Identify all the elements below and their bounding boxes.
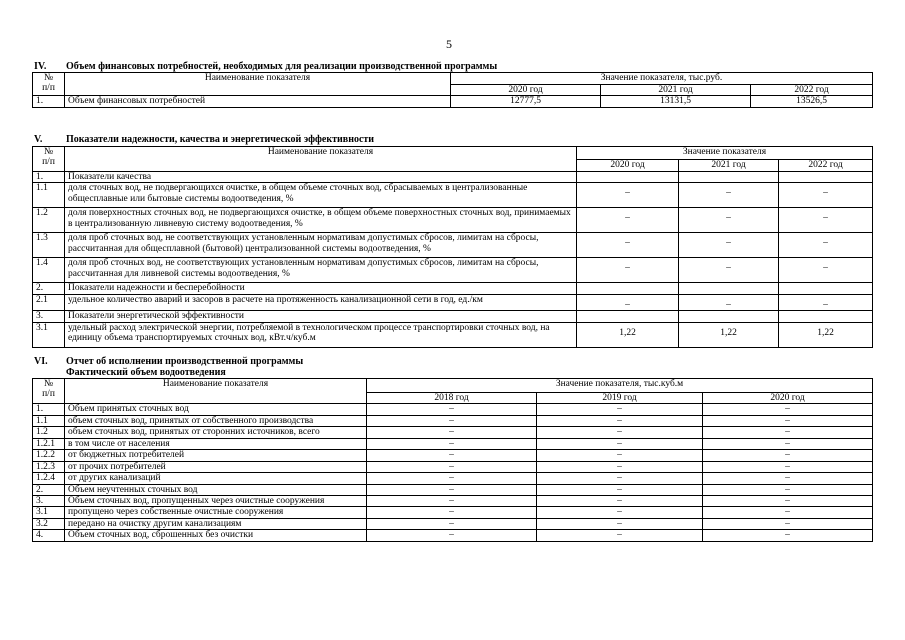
indicator-value: – xyxy=(779,183,873,208)
year-header: 2019 год xyxy=(537,393,703,404)
table-row xyxy=(33,518,873,529)
indicator-value: – xyxy=(703,415,873,426)
section-vi-heading xyxy=(34,356,303,367)
indicator-value: – xyxy=(703,404,873,415)
indicator-value: – xyxy=(537,415,703,426)
table-row xyxy=(33,438,873,449)
section-vi-subtitle: Фактический объем водоотведения xyxy=(66,367,226,378)
row-number: 3.1 xyxy=(33,507,65,518)
table-row xyxy=(33,427,873,438)
table-row xyxy=(33,322,873,347)
indicator-value: – xyxy=(367,484,537,495)
table-row xyxy=(33,172,873,183)
indicator-value: – xyxy=(703,461,873,472)
page-number: 5 xyxy=(446,37,452,51)
indicator-value: – xyxy=(367,450,537,461)
table-row xyxy=(33,507,873,518)
indicator-value: – xyxy=(703,450,873,461)
table-row xyxy=(33,415,873,426)
indicator-value: – xyxy=(703,438,873,449)
row-number: 2.1 xyxy=(33,294,65,310)
indicator-value: 13131,5 xyxy=(601,96,751,107)
row-number: 1. xyxy=(33,404,65,415)
indicator-value: – xyxy=(679,258,779,283)
section-iv-heading xyxy=(34,61,497,72)
financial-needs-table xyxy=(32,72,873,108)
table-row xyxy=(33,461,873,472)
row-number: 3. xyxy=(33,311,65,322)
indicator-value: – xyxy=(703,507,873,518)
table-row xyxy=(33,484,873,495)
year-header: 2020 год xyxy=(577,160,679,172)
year-header: 2020 год xyxy=(451,85,601,96)
table-row xyxy=(33,404,873,415)
indicator-name: пропущено через собственные очистные сооружения xyxy=(65,507,367,518)
indicator-value: – xyxy=(703,518,873,529)
indicator-name: доля поверхностных сточных вод, не подвергающихся очистке, в общем объеме поверхностных сточных вод, принимаемых в централизованную ливневую систему водоотведения, % xyxy=(65,208,577,233)
indicator-value: – xyxy=(679,233,779,258)
row-number: 1.2.4 xyxy=(33,473,65,484)
table-row xyxy=(33,96,873,107)
indicator-name: Показатели энергетической эффективности xyxy=(65,311,577,322)
table-row xyxy=(33,495,873,506)
wastewater-volume-table xyxy=(32,378,873,542)
indicator-value xyxy=(679,172,779,183)
indicator-value: – xyxy=(367,404,537,415)
indicator-value xyxy=(779,311,873,322)
indicator-value: – xyxy=(367,461,537,472)
indicator-value: – xyxy=(537,530,703,541)
row-number: 3.2 xyxy=(33,518,65,529)
row-number: 1.1 xyxy=(33,183,65,208)
row-number: 1.2.1 xyxy=(33,438,65,449)
indicator-value xyxy=(779,283,873,294)
indicator-name: удельное количество аварий и засоров в расчете на протяженность канализационной сети в год, ед./км xyxy=(65,294,577,310)
section-v-title: Показатели надежности, качества и энергетической эффективности xyxy=(66,134,375,145)
indicator-name: Объем сточных вод, сброшенных без очистки xyxy=(65,530,367,541)
indicator-value: 1,22 xyxy=(679,322,779,347)
indicator-name: от бюджетных потребителей xyxy=(65,450,367,461)
row-number: 4. xyxy=(33,530,65,541)
indicator-name: от других канализаций xyxy=(65,473,367,484)
indicator-name: от прочих потребителей xyxy=(65,461,367,472)
indicator-name: объем сточных вод, принятых от собственного производства xyxy=(65,415,367,426)
col-header-num: № п/п xyxy=(33,147,65,172)
indicator-value: – xyxy=(679,208,779,233)
table-row xyxy=(33,311,873,322)
col-header-name: Наименование показателя xyxy=(65,73,451,96)
table-row xyxy=(33,258,873,283)
year-header: 2022 год xyxy=(751,85,873,96)
indicator-value xyxy=(577,172,679,183)
indicator-name: удельный расход электрической энергии, потребляемой в технологическом процессе транспортировки сточных вод, на единицу объема транспортируемых сточных вод, кВт.ч/куб.м xyxy=(65,322,577,347)
indicator-value: 1,22 xyxy=(779,322,873,347)
table-row xyxy=(33,233,873,258)
indicator-value: – xyxy=(679,183,779,208)
row-number: 1. xyxy=(33,172,65,183)
indicator-value xyxy=(679,283,779,294)
indicator-value: – xyxy=(537,507,703,518)
indicator-value: – xyxy=(367,518,537,529)
indicator-value: – xyxy=(577,183,679,208)
row-number: 1.1 xyxy=(33,415,65,426)
indicator-value xyxy=(679,311,779,322)
indicator-name: Объем сточных вод, пропущенных через очистные сооружения xyxy=(65,495,367,506)
indicator-value: 13526,5 xyxy=(751,96,873,107)
indicator-value: – xyxy=(367,473,537,484)
col-header-num: № п/п xyxy=(33,379,65,404)
year-header: 2020 год xyxy=(703,393,873,404)
indicator-value: – xyxy=(577,258,679,283)
indicator-value: – xyxy=(703,473,873,484)
indicator-name: доля сточных вод, не подвергающихся очистке, в общем объеме сточных вод, сбрасываемых в централизованные общесплавные или бытовые системы водоотведения, % xyxy=(65,183,577,208)
indicator-value: – xyxy=(537,404,703,415)
col-header-value: Значение показателя, тыс.куб.м xyxy=(367,379,873,393)
indicator-value: – xyxy=(577,233,679,258)
table-row xyxy=(33,208,873,233)
row-number: 1.2 xyxy=(33,427,65,438)
indicator-value: – xyxy=(577,294,679,310)
section-iv-number: IV. xyxy=(34,61,47,72)
indicator-name: Объем принятых сточных вод xyxy=(65,404,367,415)
indicator-value: 12777,5 xyxy=(451,96,601,107)
year-header: 2021 год xyxy=(679,160,779,172)
col-header-name: Наименование показателя xyxy=(65,147,577,172)
col-header-value: Значение показателя, тыс.руб. xyxy=(451,73,873,85)
year-header: 2021 год xyxy=(601,85,751,96)
row-number: 1.3 xyxy=(33,233,65,258)
indicator-value: – xyxy=(577,208,679,233)
indicator-value xyxy=(779,172,873,183)
row-number: 2. xyxy=(33,283,65,294)
indicator-name: передано на очистку другим канализациям xyxy=(65,518,367,529)
indicator-value: – xyxy=(703,495,873,506)
section-vi-number: VI. xyxy=(34,356,48,367)
indicator-name: доля проб сточных вод, не соответствующих установленным нормативам допустимых сбросов, лимитам на сбросы, рассчитанная для общесплавной (бытовой) централизованной системы водоотведения, % xyxy=(65,233,577,258)
indicator-name: объем сточных вод, принятых от сторонних источников, всего xyxy=(65,427,367,438)
section-vi-title: Отчет об исполнении производственной программы xyxy=(66,356,304,367)
indicator-value: – xyxy=(703,530,873,541)
year-header: 2022 год xyxy=(779,160,873,172)
indicator-value: – xyxy=(537,495,703,506)
indicator-value: – xyxy=(537,518,703,529)
table-row xyxy=(33,283,873,294)
indicator-value: – xyxy=(367,495,537,506)
indicator-value xyxy=(577,283,679,294)
row-number: 3.1 xyxy=(33,322,65,347)
indicator-value: – xyxy=(367,507,537,518)
row-number: 1.2.2 xyxy=(33,450,65,461)
row-number: 1.4 xyxy=(33,258,65,283)
table-row xyxy=(33,183,873,208)
year-header: 2018 год xyxy=(367,393,537,404)
indicator-value: – xyxy=(779,233,873,258)
indicator-name: доля проб сточных вод, не соответствующих установленным нормативам допустимых сбросов, лимитам на сбросы, рассчитанная для ливневой системы водоотведения, % xyxy=(65,258,577,283)
col-header-num: № п/п xyxy=(33,73,65,96)
indicator-value: – xyxy=(537,450,703,461)
table-row xyxy=(33,294,873,310)
indicator-name: Объем финансовых потребностей xyxy=(65,96,451,107)
indicator-value: – xyxy=(779,258,873,283)
indicator-value: – xyxy=(679,294,779,310)
indicator-value: – xyxy=(367,415,537,426)
indicator-name: Показатели надежности и бесперебойности xyxy=(65,283,577,294)
indicator-value: – xyxy=(367,427,537,438)
row-number: 3. xyxy=(33,495,65,506)
indicator-value: – xyxy=(537,461,703,472)
indicator-value: 1,22 xyxy=(577,322,679,347)
row-number: 1. xyxy=(33,96,65,107)
table-row xyxy=(33,530,873,541)
indicator-value: – xyxy=(367,438,537,449)
section-v-number: V. xyxy=(34,134,43,145)
row-number: 1.2 xyxy=(33,208,65,233)
row-number: 1.2.3 xyxy=(33,461,65,472)
row-number: 2. xyxy=(33,484,65,495)
section-v-heading xyxy=(34,134,374,145)
indicator-value: – xyxy=(367,530,537,541)
indicator-value: – xyxy=(537,438,703,449)
table-row xyxy=(33,473,873,484)
col-header-value: Значение показателя xyxy=(577,147,873,160)
indicator-value xyxy=(577,311,679,322)
indicator-value: – xyxy=(537,473,703,484)
col-header-name: Наименование показателя xyxy=(65,379,367,404)
indicator-value: – xyxy=(779,208,873,233)
table-row xyxy=(33,450,873,461)
indicator-name: в том числе от населения xyxy=(65,438,367,449)
indicator-value: – xyxy=(779,294,873,310)
indicator-value: – xyxy=(703,484,873,495)
reliability-quality-table xyxy=(32,146,873,348)
indicator-value: – xyxy=(537,427,703,438)
indicator-value: – xyxy=(537,484,703,495)
indicator-name: Показатели качества xyxy=(65,172,577,183)
section-iv-title: Объем финансовых потребностей, необходимых для реализации производственной программы xyxy=(66,61,498,72)
indicator-name: Объем неучтенных сточных вод xyxy=(65,484,367,495)
indicator-value: – xyxy=(703,427,873,438)
